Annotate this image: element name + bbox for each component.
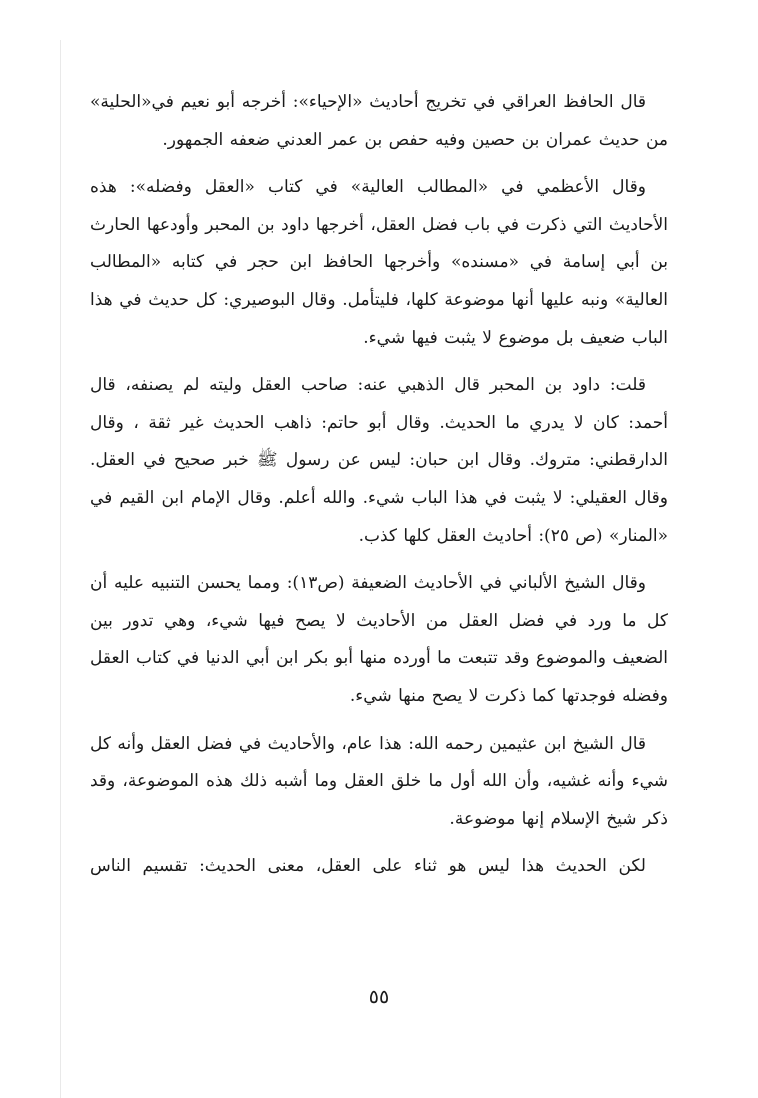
paragraph-azami: وقال الأعظمي في «المطالب العالية» في كتاب «العقل وفضله»: هذه الأحاديث التي ذكرت في باب فضل العقل، أخرجها داود بن المحبر وأودعها الحارث بن أبي إسامة في «مسنده» وأخرجها الحافظ ابن حجر في كتابه «المطالب العالية» ونبه عليها أنها موضوعة كلها، فليتأمل. وقال البوصيري: كل حديث في هذا الباب ضعيف بل موضوع لا يثبت فيها شيء. [90,177,668,348]
scan-edge-line [60,40,61,1098]
paragraph-continuation: لكن الحديث هذا ليس هو ثناء على العقل، معنى الحديث: تقسيم الناس [90,856,646,877]
document-page-body [90,84,668,896]
page-number: ٥٥ [368,986,390,1008]
paragraph-iraqi: قال الحافظ العراقي في تخريج أحاديث «الإحياء»: أخرجه أبو نعيم في«الحلية» من حديث عمران بن حصين وفيه حفص بن عمر العدني ضعفه الجمهور. [90,92,668,150]
paragraph-albani: وقال الشيخ الألباني في الأحاديث الضعيفة (ص١٣): ومما يحسن التنبيه عليه أن كل ما ورد في فضل العقل من الأحاديث لا يصح فيها شيء، وهي تدور بين الضعيف والموضوع وقد تتبعت ما أورده منها أبو بكر ابن أبي الدنيا في كتاب العقل وفضله فوجدتها كما ذكرت لا يصح منها شيء. [90,573,668,706]
paragraph-dawud-ibn-muhabbar: قلت: داود بن المحبر قال الذهبي عنه: صاحب العقل وليته لم يصنفه، قال أحمد: كان لا يدري ما الحديث. وقال أبو حاتم: ذاهب الحديث غير ثقة ، وقال الدارقطني: متروك. وقال ابن حبان: ليس عن رسول ﷺ خبر صحيح في العقل. وقال العقيلي: لا يثبت في هذا الباب شيء. والله أعلم. وقال الإمام ابن القيم في «المنار» (ص ٢٥): أحاديث العقل كلها كذب. [90,375,668,546]
paragraph-ibn-uthaymin: قال الشيخ ابن عثيمين رحمه الله: هذا عام، والأحاديث في فضل العقل وأنه كل شيء وأنه غشيه، وأن الله أول ما خلق العقل وما أشبه ذلك هذه الموضوعة، وقد ذكر شيخ الإسلام إنها موضوعة. [90,733,668,829]
